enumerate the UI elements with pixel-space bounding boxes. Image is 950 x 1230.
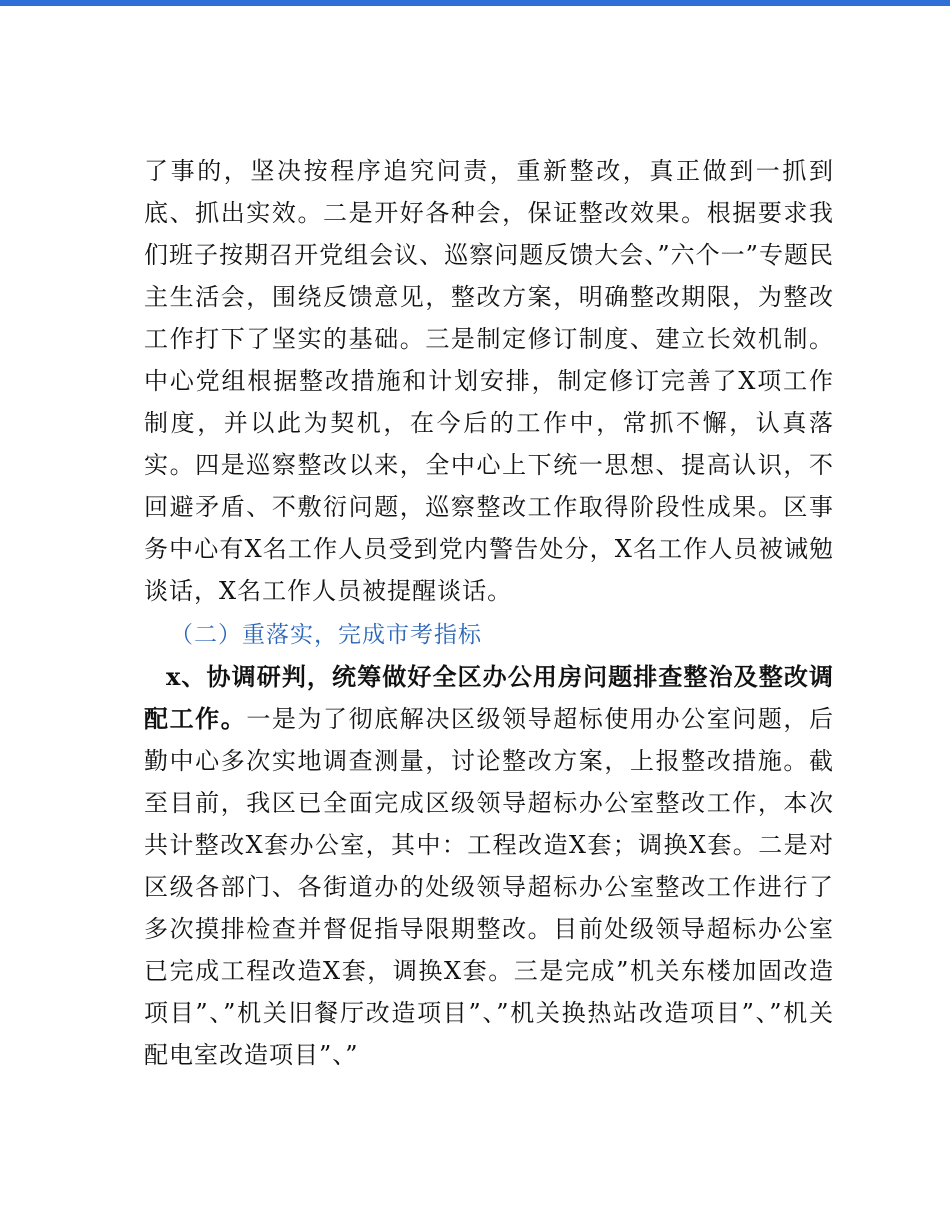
top-color-rule xyxy=(0,0,950,6)
paragraph-text: 一是为了彻底解决区级领导超标使用办公室问题，后勤中心多次实地调查测量，讨论整改方案，上报整改措施。截至目前，我区已全面完成区级领导超标办公室整改工作，本次共计整改X套办公室，其中：工程改造X套；调换X套。二是对区级各部门、各街道办的处级领导超标办公室整改工作进行了多次摸排检查并督促指导限期整改。目前处级领导超标办公室已完成工程改造X套，调换X套。三是完成”机关东楼加固改造项目”、”机关旧餐厅改造项目”、”机关换热站改造项目”、”机关配电室改造项目”、” xyxy=(144,705,835,1069)
paragraph-bold-lead: x、协调研判，统筹做好全区办公用房问题排查整治及整改调配工作。 xyxy=(144,662,834,733)
body-paragraph-office-rooms xyxy=(144,656,834,1076)
paragraph-text: 了事的，坚决按程序追究问责，重新整改，真正做到一抓到底、抓出实效。二是开好各种会，保证整改效果。根据要求我们班子按期召开党组会议、巡察问题反馈大会、”六个一”专题民主生活会，围绕反馈意见，整改方案，明确整改期限，为整改工作打下了坚实的基础。三是制定修订制度、建立长效机制。中心党组根据整改措施和计划安排，制定修订完善了X项工作制度，并以此为契机，在今后的工作中，常抓不懈，认真落实。四是巡察整改以来，全中心上下统一思想、提高认识，不回避矛盾、不敷衍问题，巡察整改工作取得阶段性成果。区事务中心有X名工作人员受到党内警告处分，X名工作人员被诫勉谈话，X名工作人员被提醒谈话。 xyxy=(144,157,834,605)
body-paragraph-continued xyxy=(144,150,834,612)
section-heading: （二）重落实，完成市考指标 xyxy=(170,622,482,648)
document-page xyxy=(144,150,834,1076)
